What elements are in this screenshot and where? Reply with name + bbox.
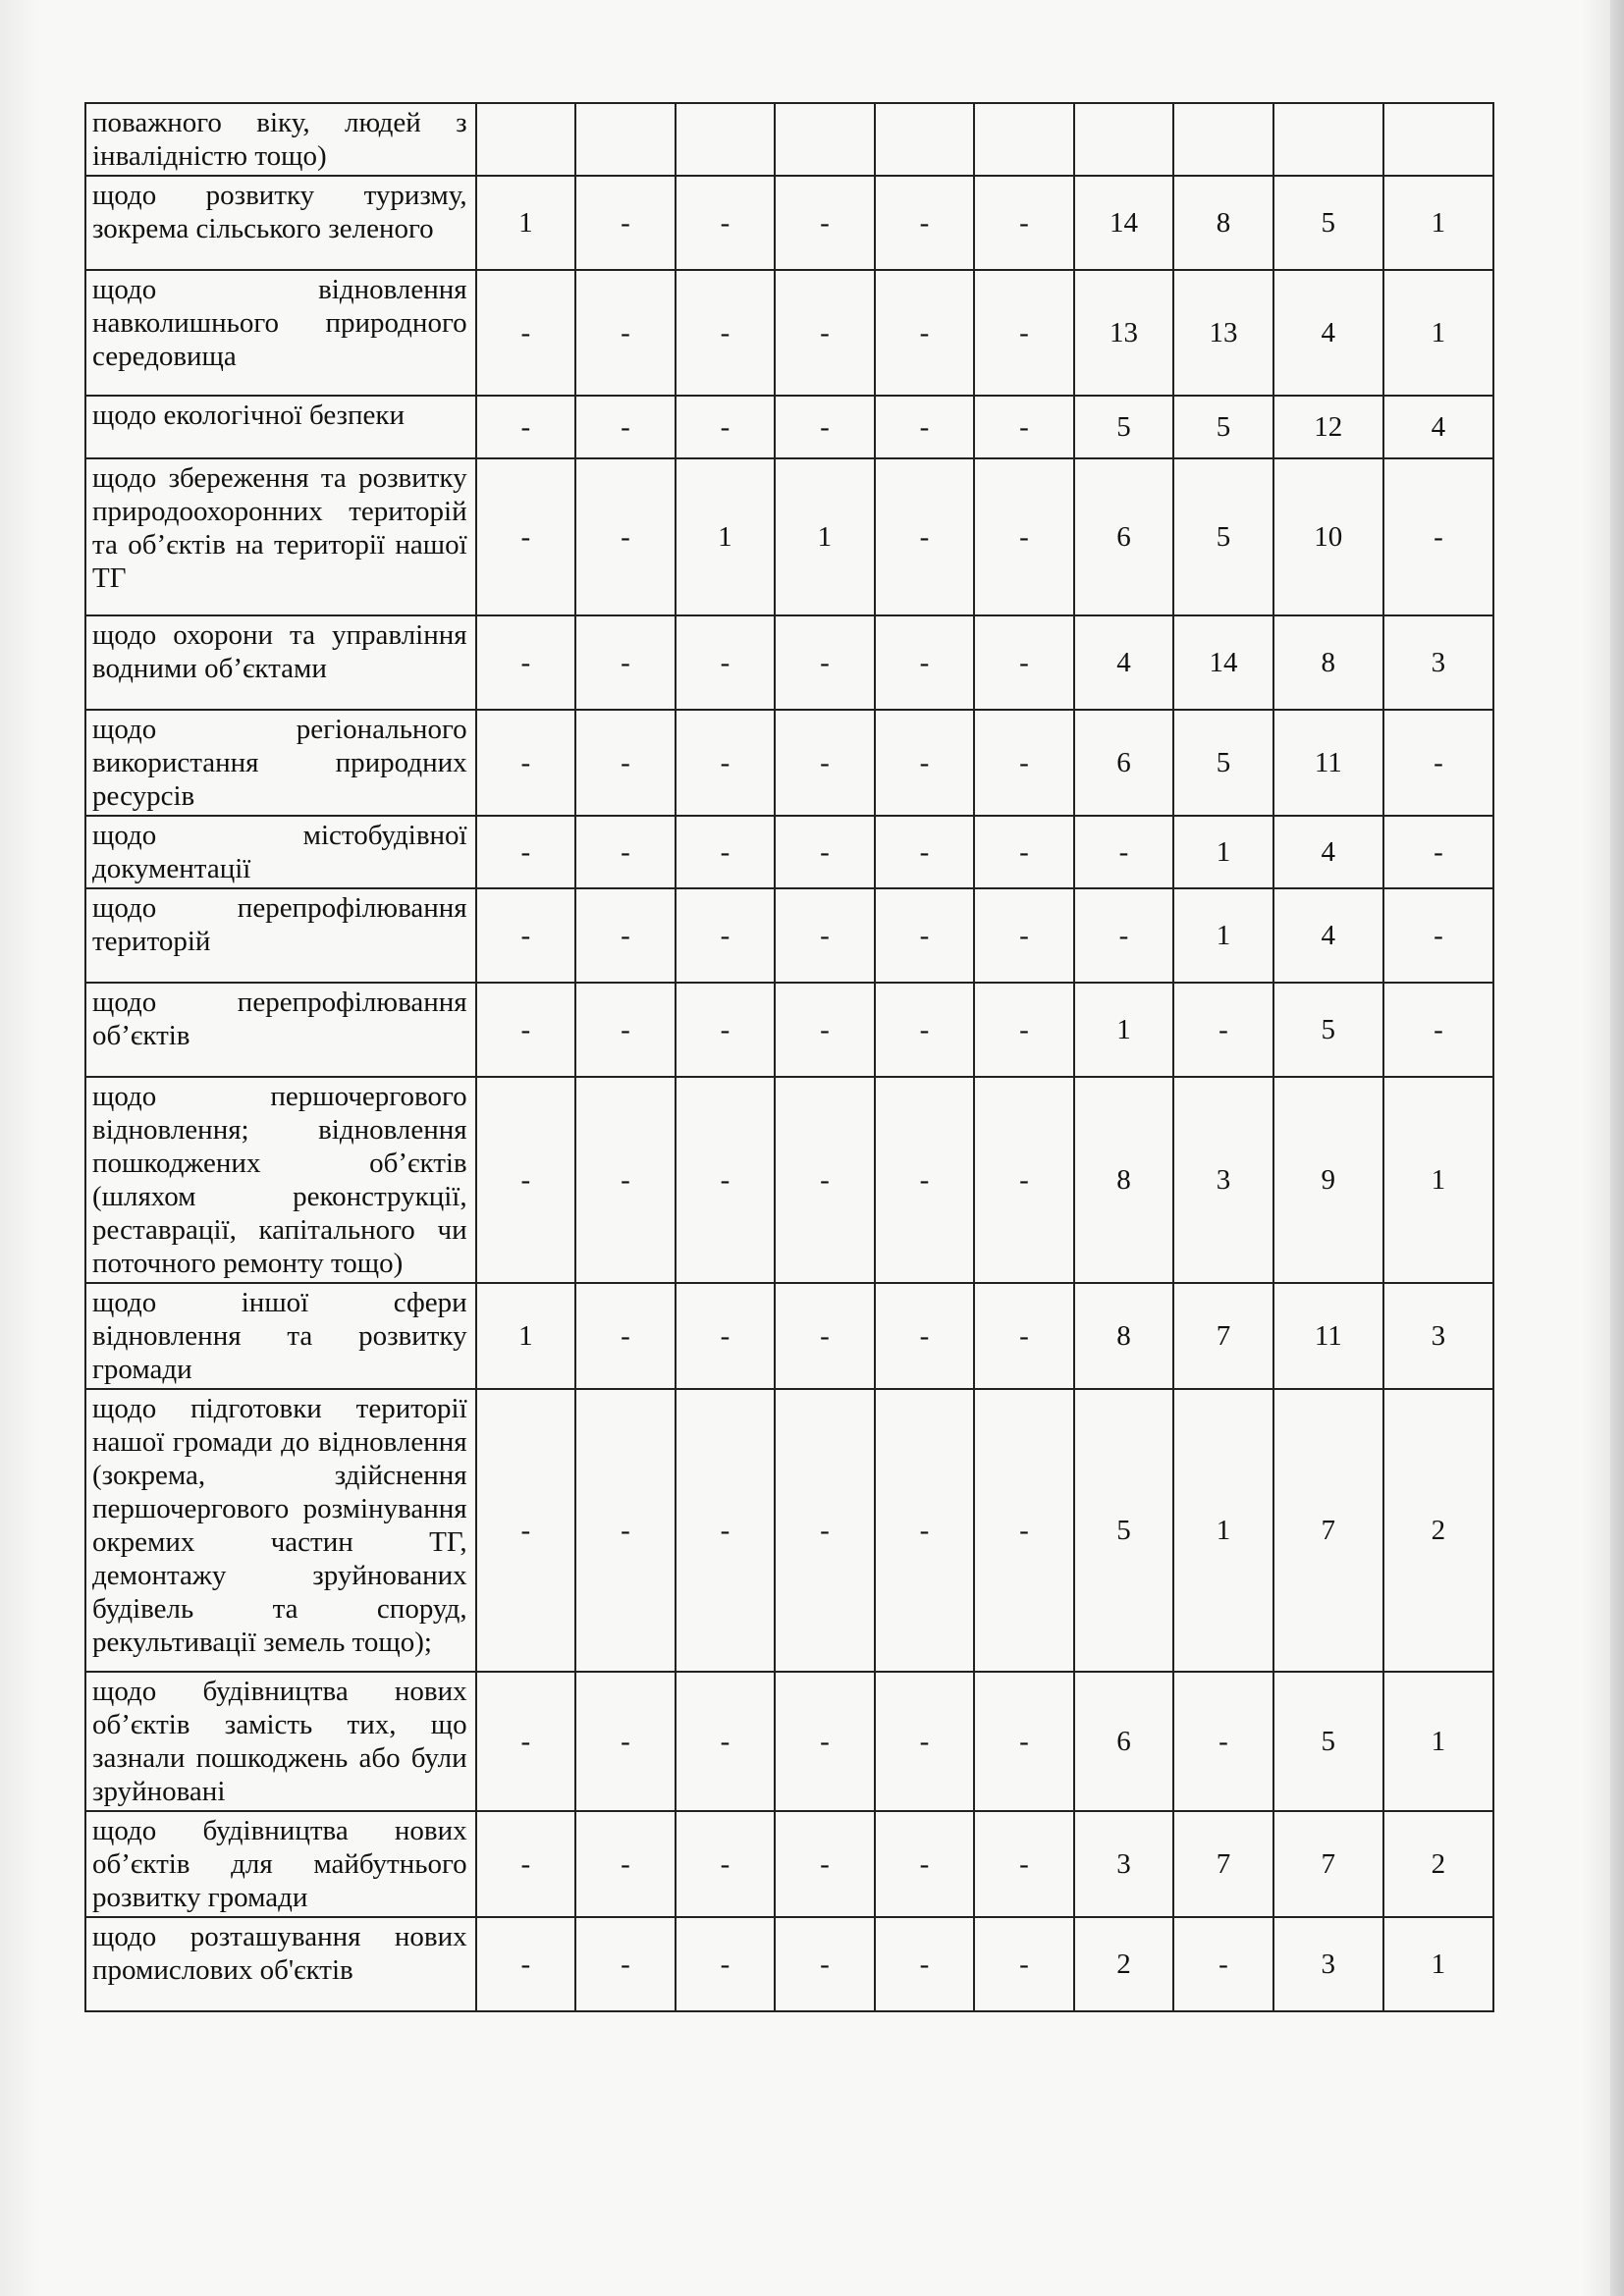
row-label: щодо будівництва нових об’єктів для майбутнього розвитку громади: [85, 1811, 476, 1917]
table-cell: -: [974, 396, 1074, 458]
table-cell: -: [476, 816, 576, 888]
table-cell: -: [476, 1077, 576, 1283]
table-cell: -: [575, 710, 676, 816]
table-cell: -: [575, 1389, 676, 1672]
table-cell: -: [676, 710, 776, 816]
table-cell: -: [775, 816, 875, 888]
table-cell: 1: [476, 176, 576, 270]
table-cell: -: [775, 396, 875, 458]
table-cell: -: [575, 1811, 676, 1917]
table-row: [85, 615, 1493, 710]
table-cell: 1: [1173, 1389, 1273, 1672]
table-row: [85, 1077, 1493, 1283]
table-cell: -: [875, 1389, 975, 1672]
table-cell: 8: [1173, 176, 1273, 270]
table-cell: -: [875, 1283, 975, 1389]
table-row: [85, 710, 1493, 816]
table-cell: 11: [1273, 1283, 1383, 1389]
table-cell: -: [575, 983, 676, 1077]
table-cell: 6: [1074, 710, 1174, 816]
row-label: щодо іншої сфери відновлення та розвитку громади: [85, 1283, 476, 1389]
table-row: [85, 458, 1493, 615]
table-cell: -: [1074, 816, 1174, 888]
table-cell: -: [476, 1389, 576, 1672]
table-cell: -: [575, 270, 676, 396]
table-cell: -: [575, 1672, 676, 1811]
table-cell: 10: [1273, 458, 1383, 615]
table-cell: -: [875, 458, 975, 615]
row-label: щодо містобудівної документації: [85, 816, 476, 888]
table-cell: -: [1173, 1672, 1273, 1811]
table-cell: -: [575, 1917, 676, 2011]
table-cell: -: [875, 816, 975, 888]
row-label: щодо регіонального використання природних ресурсів: [85, 710, 476, 816]
table-cell: -: [775, 615, 875, 710]
table-cell: -: [476, 458, 576, 615]
table-cell: -: [775, 983, 875, 1077]
table-cell: -: [875, 270, 975, 396]
table-cell: -: [875, 1672, 975, 1811]
table-cell: [676, 103, 776, 176]
row-label: щодо розташування нових промислових об'єктів: [85, 1917, 476, 2011]
table-cell: -: [974, 270, 1074, 396]
table-cell: -: [875, 176, 975, 270]
table-cell: -: [1383, 983, 1493, 1077]
table-row: [85, 1917, 1493, 2011]
table-cell: -: [676, 615, 776, 710]
table-cell: 3: [1383, 615, 1493, 710]
table-cell: 1: [1173, 816, 1273, 888]
row-label: щодо охорони та управління водними об’єктами: [85, 615, 476, 710]
table-cell: -: [676, 888, 776, 983]
table-cell: 1: [1383, 1077, 1493, 1283]
table-cell: -: [575, 615, 676, 710]
table-cell: 1: [676, 458, 776, 615]
table-row: [85, 1389, 1493, 1672]
table-cell: 1: [1383, 1917, 1493, 2011]
table-cell: 3: [1074, 1811, 1174, 1917]
table-cell: 3: [1383, 1283, 1493, 1389]
table-cell: -: [775, 888, 875, 983]
table-cell: -: [575, 1283, 676, 1389]
table-cell: [775, 103, 875, 176]
table-cell: -: [875, 1077, 975, 1283]
table-cell: 14: [1173, 615, 1273, 710]
table-cell: -: [476, 710, 576, 816]
table-cell: -: [775, 710, 875, 816]
table-cell: -: [974, 176, 1074, 270]
row-label: щодо відновлення навколишнього природного середовища: [85, 270, 476, 396]
table-cell: -: [875, 983, 975, 1077]
table-cell: 5: [1173, 710, 1273, 816]
table-cell: -: [974, 710, 1074, 816]
table-cell: [1173, 103, 1273, 176]
table-cell: -: [775, 1917, 875, 2011]
table-cell: -: [476, 888, 576, 983]
table-cell: -: [575, 176, 676, 270]
table-row: [85, 103, 1493, 176]
table-cell: [1273, 103, 1383, 176]
table-cell: -: [676, 176, 776, 270]
table-cell: 8: [1074, 1283, 1174, 1389]
table-cell: 4: [1273, 816, 1383, 888]
table-cell: -: [974, 983, 1074, 1077]
table-cell: -: [1173, 1917, 1273, 2011]
table-cell: 14: [1074, 176, 1174, 270]
table-cell: -: [974, 1672, 1074, 1811]
table-cell: -: [875, 396, 975, 458]
table-cell: -: [676, 1811, 776, 1917]
table-cell: 5: [1273, 1672, 1383, 1811]
table-cell: 3: [1173, 1077, 1273, 1283]
table-cell: 7: [1273, 1811, 1383, 1917]
table-cell: 1: [1383, 270, 1493, 396]
table-row: [85, 270, 1493, 396]
table-cell: 2: [1383, 1389, 1493, 1672]
table-cell: -: [775, 1389, 875, 1672]
table-cell: -: [575, 888, 676, 983]
table-cell: -: [1383, 710, 1493, 816]
table-cell: -: [875, 615, 975, 710]
row-label: щодо першочергового відновлення; відновлення пошкоджених об’єктів (шляхом реконструкції, реставрації, капітального чи поточного ремонту тощо): [85, 1077, 476, 1283]
table-cell: 5: [1074, 1389, 1174, 1672]
table-cell: 8: [1074, 1077, 1174, 1283]
table-cell: -: [974, 615, 1074, 710]
table-cell: -: [775, 1672, 875, 1811]
row-label: поважного віку, людей з інвалідністю тощо): [85, 103, 476, 176]
table-cell: -: [1173, 983, 1273, 1077]
table-cell: 4: [1074, 615, 1174, 710]
table-cell: -: [875, 1811, 975, 1917]
table-cell: 3: [1273, 1917, 1383, 2011]
table-cell: -: [974, 816, 1074, 888]
table-cell: -: [974, 1917, 1074, 2011]
table-row: [85, 396, 1493, 458]
table-cell: 7: [1173, 1283, 1273, 1389]
table-cell: 13: [1074, 270, 1174, 396]
table-cell: [974, 103, 1074, 176]
table-cell: -: [676, 816, 776, 888]
table-cell: 11: [1273, 710, 1383, 816]
table-cell: -: [476, 983, 576, 1077]
table-row: [85, 1672, 1493, 1811]
table-cell: -: [575, 396, 676, 458]
table-cell: 1: [1383, 1672, 1493, 1811]
table-cell: -: [1383, 816, 1493, 888]
table-cell: -: [476, 270, 576, 396]
table-cell: 1: [1173, 888, 1273, 983]
table-cell: 5: [1273, 983, 1383, 1077]
table-cell: 6: [1074, 1672, 1174, 1811]
table-cell: -: [1074, 888, 1174, 983]
row-label: щодо розвитку туризму, зокрема сільського зеленого: [85, 176, 476, 270]
row-label: щодо підготовки території нашої громади до відновлення (зокрема, здійснення першочергового розмінування окремих частин ТГ, демонтажу зруйнованих будівель та споруд, рекультивації земель тощо);: [85, 1389, 476, 1672]
table-cell: -: [775, 176, 875, 270]
table-cell: -: [974, 1077, 1074, 1283]
table-cell: -: [974, 1283, 1074, 1389]
table-cell: -: [1383, 888, 1493, 983]
table-cell: -: [676, 1077, 776, 1283]
table-cell: 1: [1074, 983, 1174, 1077]
table-cell: [575, 103, 676, 176]
table-cell: 5: [1173, 458, 1273, 615]
table-row: [85, 983, 1493, 1077]
table-cell: -: [775, 1077, 875, 1283]
table-cell: -: [676, 1917, 776, 2011]
row-label: щодо будівництва нових об’єктів замість тих, що зазнали пошкоджень або були зруйновані: [85, 1672, 476, 1811]
table-row: [85, 1283, 1493, 1389]
table-cell: -: [676, 396, 776, 458]
table-cell: -: [974, 888, 1074, 983]
table-cell: 4: [1273, 888, 1383, 983]
table-cell: -: [775, 270, 875, 396]
table-cell: 4: [1383, 396, 1493, 458]
table-cell: -: [875, 1917, 975, 2011]
table-cell: 7: [1173, 1811, 1273, 1917]
table-body: [85, 103, 1493, 2011]
table-cell: -: [575, 1077, 676, 1283]
table-cell: -: [676, 983, 776, 1077]
table-cell: -: [1383, 458, 1493, 615]
table-cell: 12: [1273, 396, 1383, 458]
table-cell: -: [476, 1811, 576, 1917]
table-row: [85, 176, 1493, 270]
table-cell: 2: [1074, 1917, 1174, 2011]
table-cell: [476, 103, 576, 176]
table-cell: 2: [1383, 1811, 1493, 1917]
table-cell: [1074, 103, 1174, 176]
scan-edge: [1610, 0, 1624, 2296]
row-label: щодо перепрофілювання територій: [85, 888, 476, 983]
table-row: [85, 1811, 1493, 1917]
table-cell: -: [875, 888, 975, 983]
row-label: щодо перепрофілювання об’єктів: [85, 983, 476, 1077]
table-cell: -: [676, 1283, 776, 1389]
table-cell: -: [974, 458, 1074, 615]
survey-table: [84, 102, 1494, 2012]
table-cell: 4: [1273, 270, 1383, 396]
table-cell: 9: [1273, 1077, 1383, 1283]
table-row: [85, 888, 1493, 983]
table-cell: -: [775, 1283, 875, 1389]
table-cell: 6: [1074, 458, 1174, 615]
table-cell: [875, 103, 975, 176]
table-cell: -: [476, 1672, 576, 1811]
table-cell: 1: [476, 1283, 576, 1389]
table-cell: -: [775, 1811, 875, 1917]
table-cell: 1: [1383, 176, 1493, 270]
table-cell: -: [676, 1389, 776, 1672]
table-cell: 5: [1074, 396, 1174, 458]
table-cell: 8: [1273, 615, 1383, 710]
table-cell: -: [875, 710, 975, 816]
row-label: щодо екологічної безпеки: [85, 396, 476, 458]
table-cell: -: [476, 615, 576, 710]
table-cell: 7: [1273, 1389, 1383, 1672]
table-cell: -: [575, 458, 676, 615]
table-cell: -: [476, 396, 576, 458]
row-label: щодо збереження та розвитку природоохоронних територій та об’єктів на території нашої ТГ: [85, 458, 476, 615]
table-cell: -: [676, 270, 776, 396]
table-cell: 13: [1173, 270, 1273, 396]
table-cell: -: [476, 1917, 576, 2011]
table-cell: -: [974, 1389, 1074, 1672]
table-cell: 5: [1173, 396, 1273, 458]
table-cell: -: [974, 1811, 1074, 1917]
table-cell: 5: [1273, 176, 1383, 270]
table-cell: [1383, 103, 1493, 176]
table-cell: -: [676, 1672, 776, 1811]
table-row: [85, 816, 1493, 888]
table-cell: 1: [775, 458, 875, 615]
table-cell: -: [575, 816, 676, 888]
